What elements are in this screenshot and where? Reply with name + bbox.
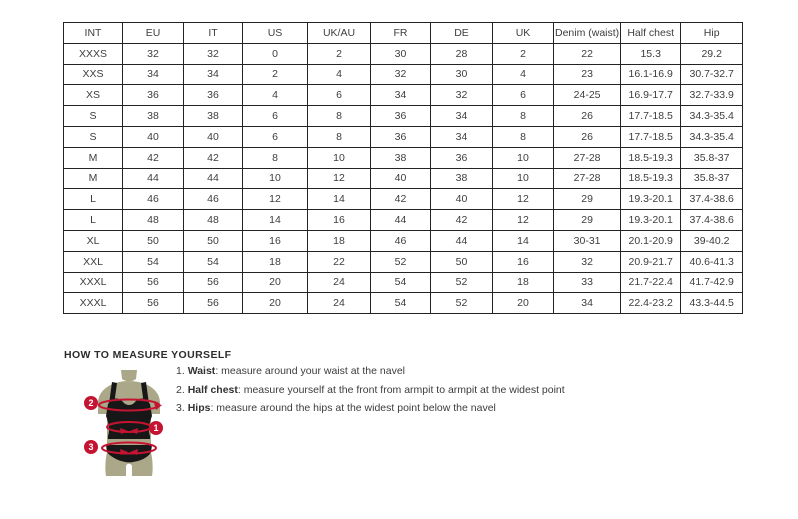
table-cell: 36	[123, 85, 184, 106]
table-cell: 42	[123, 147, 184, 168]
table-cell: 24	[308, 272, 371, 293]
table-cell: 12	[308, 168, 371, 189]
instruction-term: Half chest	[187, 383, 238, 396]
table-row	[64, 272, 743, 293]
table-cell: 54	[123, 251, 184, 272]
table-cell: 20	[493, 293, 554, 314]
table-cell: M	[64, 168, 123, 189]
table-cell: 16	[308, 210, 371, 231]
instruction-text: : measure yourself at the front from armpit to armpit at the widest point	[237, 383, 565, 396]
table-cell: 18.5-19.3	[621, 168, 681, 189]
table-cell: 44	[431, 230, 493, 251]
table-cell: 18	[243, 251, 308, 272]
table-cell: 16	[243, 230, 308, 251]
table-cell: 22.4-23.2	[621, 293, 681, 314]
badge-hips-number: 3	[88, 442, 94, 453]
table-row	[64, 147, 743, 168]
instruction-hips	[176, 403, 565, 415]
table-cell: 38	[431, 168, 493, 189]
table-cell: XXXL	[64, 272, 123, 293]
table-cell: 44	[184, 168, 243, 189]
table-cell: 32	[554, 251, 621, 272]
table-cell: 2	[243, 64, 308, 85]
table-cell: 18.5-19.3	[621, 147, 681, 168]
table-row	[64, 85, 743, 106]
table-cell: 56	[123, 293, 184, 314]
table-cell: 20.1-20.9	[621, 230, 681, 251]
table-row	[64, 43, 743, 64]
table-cell: 54	[371, 272, 431, 293]
mannequin-neck	[121, 370, 137, 381]
table-cell: 32.7-33.9	[681, 85, 743, 106]
table-cell: 17.7-18.5	[621, 106, 681, 127]
table-row	[64, 126, 743, 147]
table-cell: 24-25	[554, 85, 621, 106]
table-cell: 56	[184, 272, 243, 293]
column-header: Hip	[681, 23, 743, 44]
table-cell: 50	[184, 230, 243, 251]
table-cell: 17.7-18.5	[621, 126, 681, 147]
table-cell: 52	[371, 251, 431, 272]
table-cell: 48	[123, 210, 184, 231]
table-cell: 14	[308, 189, 371, 210]
table-cell: 43.3-44.5	[681, 293, 743, 314]
table-cell: 44	[371, 210, 431, 231]
table-cell: 14	[243, 210, 308, 231]
table-cell: 30	[371, 43, 431, 64]
table-cell: 0	[243, 43, 308, 64]
table-cell: 20	[243, 272, 308, 293]
table-cell: 41.7-42.9	[681, 272, 743, 293]
table-cell: 34	[123, 64, 184, 85]
table-cell: 42	[184, 147, 243, 168]
table-cell: 6	[308, 85, 371, 106]
table-cell: 44	[123, 168, 184, 189]
table-cell: 10	[243, 168, 308, 189]
table-cell: 4	[243, 85, 308, 106]
table-cell: 50	[431, 251, 493, 272]
instruction-text: : measure around your waist at the navel	[215, 365, 405, 377]
table-cell: 52	[431, 272, 493, 293]
column-header: EU	[123, 23, 184, 44]
table-cell: 27-28	[554, 147, 621, 168]
table-cell: 36	[371, 106, 431, 127]
table-cell: 32	[371, 64, 431, 85]
instruction-waist	[176, 366, 565, 378]
table-cell: 22	[554, 43, 621, 64]
table-cell: 6	[243, 126, 308, 147]
table-cell: 28	[431, 43, 493, 64]
table-cell: L	[64, 189, 123, 210]
table-cell: M	[64, 147, 123, 168]
table-cell: 8	[493, 106, 554, 127]
column-header: Half chest	[621, 23, 681, 44]
table-header-row	[64, 23, 743, 44]
table-cell: 19.3-20.1	[621, 189, 681, 210]
table-row	[64, 64, 743, 85]
table-row	[64, 293, 743, 314]
table-row	[64, 210, 743, 231]
column-header: UK/AU	[308, 23, 371, 44]
table-cell: 8	[308, 106, 371, 127]
table-cell: XXS	[64, 64, 123, 85]
table-cell: 29.2	[681, 43, 743, 64]
column-header: Denim (waist)	[554, 23, 621, 44]
table-cell: 22	[308, 251, 371, 272]
column-header: FR	[371, 23, 431, 44]
table-cell: XS	[64, 85, 123, 106]
table-cell: 32	[431, 85, 493, 106]
table-cell: 20	[243, 293, 308, 314]
table-cell: 42	[431, 210, 493, 231]
table-cell: 56	[184, 293, 243, 314]
table-cell: 8	[308, 126, 371, 147]
table-cell: 12	[243, 189, 308, 210]
table-cell: 21.7-22.4	[621, 272, 681, 293]
table-cell: 40.6-41.3	[681, 251, 743, 272]
table-cell: 34	[184, 64, 243, 85]
table-cell: 36	[371, 126, 431, 147]
table-cell: 46	[184, 189, 243, 210]
table-cell: 12	[493, 210, 554, 231]
table-cell: 24	[308, 293, 371, 314]
table-cell: 6	[243, 106, 308, 127]
mannequin-figure	[76, 370, 188, 478]
table-cell: 40	[123, 126, 184, 147]
table-cell: 12	[493, 189, 554, 210]
instruction-number: 3.	[176, 402, 185, 414]
table-cell: 37.4-38.6	[681, 210, 743, 231]
table-cell: 6	[493, 85, 554, 106]
table-cell: 38	[371, 147, 431, 168]
table-cell: 40	[431, 189, 493, 210]
table-cell: 32	[123, 43, 184, 64]
table-cell: 2	[308, 43, 371, 64]
table-cell: 38	[184, 106, 243, 127]
instruction-half-chest	[176, 385, 565, 397]
table-cell: 16	[493, 251, 554, 272]
column-header: INT	[64, 23, 123, 44]
table-cell: 18	[493, 272, 554, 293]
instruction-number: 2.	[176, 383, 185, 396]
table-cell: 10	[493, 168, 554, 189]
table-cell: 2	[493, 43, 554, 64]
table-cell: 34.3-35.4	[681, 106, 743, 127]
table-cell: 50	[123, 230, 184, 251]
table-cell: 42	[371, 189, 431, 210]
table-cell: 36	[184, 85, 243, 106]
table-cell: 29	[554, 210, 621, 231]
table-cell: 27-28	[554, 168, 621, 189]
table-cell: 14	[493, 230, 554, 251]
instruction-term: Waist	[187, 365, 216, 377]
table-row	[64, 168, 743, 189]
table-cell: 19.3-20.1	[621, 210, 681, 231]
measure-section-heading: HOW TO MEASURE YOURSELF	[64, 349, 232, 361]
table-row	[64, 251, 743, 272]
table-cell: 46	[371, 230, 431, 251]
table-cell: 4	[308, 64, 371, 85]
table-cell: 34	[371, 85, 431, 106]
table-cell: 32	[184, 43, 243, 64]
table-cell: S	[64, 126, 123, 147]
table-cell: 15.3	[621, 43, 681, 64]
table-cell: 16.9-17.7	[621, 85, 681, 106]
table-cell: 39-40.2	[681, 230, 743, 251]
table-cell: 10	[308, 147, 371, 168]
table-cell: 26	[554, 106, 621, 127]
table-cell: 10	[493, 147, 554, 168]
table-cell: XXXS	[64, 43, 123, 64]
table-cell: 34	[431, 106, 493, 127]
measure-instructions	[176, 366, 565, 422]
table-cell: 30.7-32.7	[681, 64, 743, 85]
table-cell: 52	[431, 293, 493, 314]
table-cell: 29	[554, 189, 621, 210]
table-cell: 8	[493, 126, 554, 147]
table-cell: 34	[554, 293, 621, 314]
table-cell: S	[64, 106, 123, 127]
size-chart-table	[63, 22, 743, 314]
table-cell: 46	[123, 189, 184, 210]
column-header: UK	[493, 23, 554, 44]
table-cell: 30-31	[554, 230, 621, 251]
table-cell: 38	[123, 106, 184, 127]
badge-chest-number: 2	[88, 398, 94, 409]
table-cell: 48	[184, 210, 243, 231]
table-cell: XXXL	[64, 293, 123, 314]
instruction-number: 1.	[176, 365, 185, 377]
table-cell: 54	[371, 293, 431, 314]
table-row	[64, 189, 743, 210]
column-header: DE	[431, 23, 493, 44]
table-cell: 16.1-16.9	[621, 64, 681, 85]
badge-waist-number: 1	[153, 423, 159, 434]
table-cell: 30	[431, 64, 493, 85]
table-cell: 40	[371, 168, 431, 189]
table-cell: 33	[554, 272, 621, 293]
table-cell: 34.3-35.4	[681, 126, 743, 147]
measurement-diagram	[76, 370, 188, 478]
table-row	[64, 106, 743, 127]
table-cell: 8	[243, 147, 308, 168]
table-cell: 18	[308, 230, 371, 251]
table-cell: 4	[493, 64, 554, 85]
table-cell: 35.8-37	[681, 168, 743, 189]
table-cell: L	[64, 210, 123, 231]
column-header: IT	[184, 23, 243, 44]
table-cell: 34	[431, 126, 493, 147]
table-cell: 35.8-37	[681, 147, 743, 168]
instruction-term: Hips	[187, 402, 211, 414]
table-cell: 56	[123, 272, 184, 293]
column-header: US	[243, 23, 308, 44]
table-row	[64, 230, 743, 251]
table-cell: 36	[431, 147, 493, 168]
table-cell: 54	[184, 251, 243, 272]
table-cell: 26	[554, 126, 621, 147]
table-cell: 20.9-21.7	[621, 251, 681, 272]
table-cell: 23	[554, 64, 621, 85]
table-cell: XXL	[64, 251, 123, 272]
table-cell: XL	[64, 230, 123, 251]
table-cell: 40	[184, 126, 243, 147]
table-cell: 37.4-38.6	[681, 189, 743, 210]
instruction-text: : measure around the hips at the widest point below the navel	[210, 402, 496, 414]
